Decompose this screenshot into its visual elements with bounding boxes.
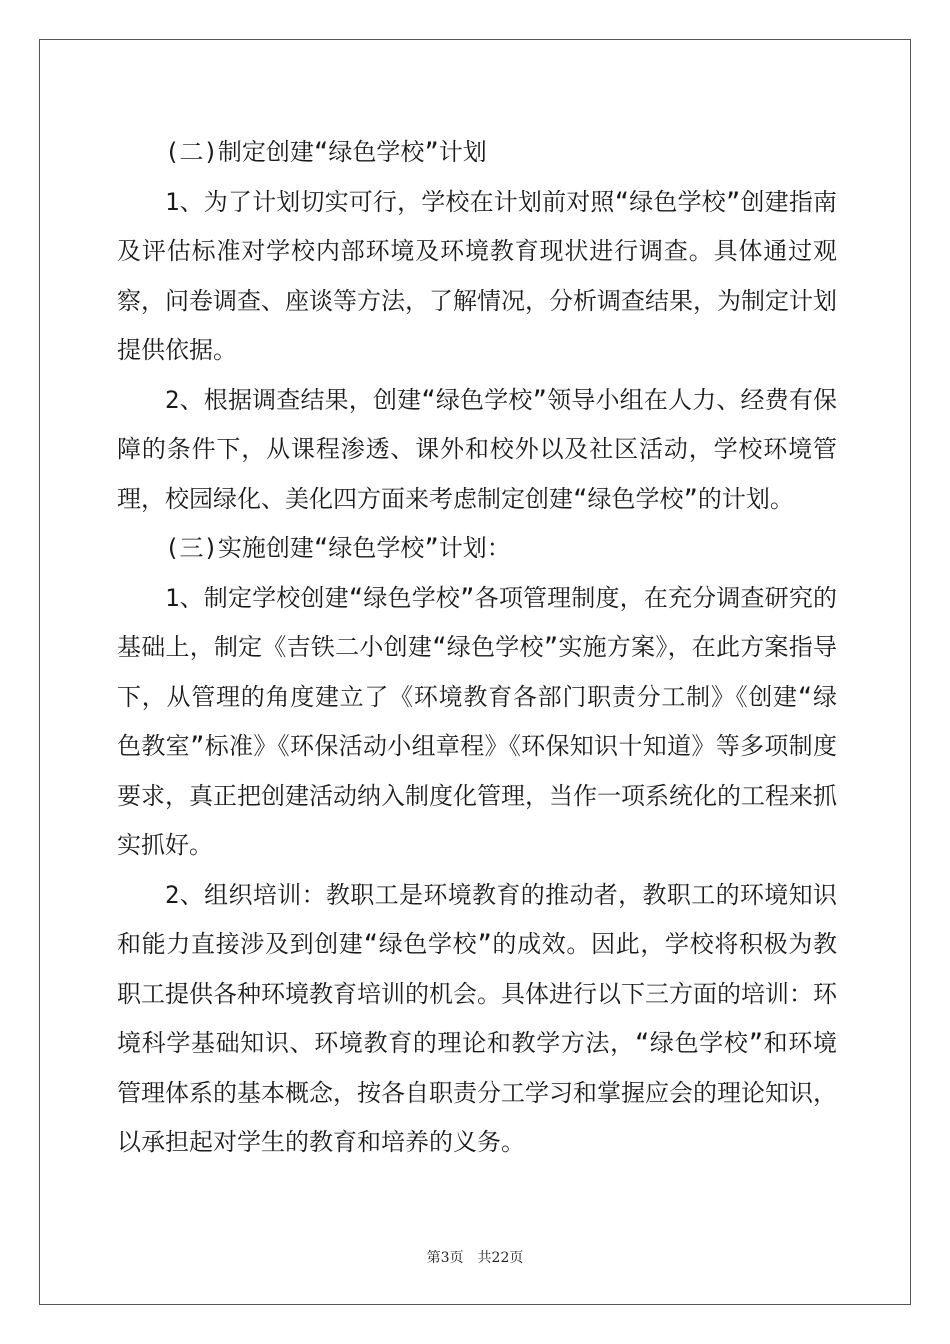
page-footer	[0, 1247, 950, 1267]
document-body	[117, 128, 837, 1168]
page-number: 第3页	[426, 1250, 464, 1266]
section-heading-3: (三)实施创建“绿色学校”计划：	[165, 534, 511, 562]
paragraph-management-system: 1、制定学校创建“绿色学校”各项管理制度，在充分调查研究的基础上，制定《吉铁二小创建“绿色学校”实施方案》，在此方案指导下，从管理的角度建立了《环境教育各部门职责分工制》《创建“绿色教室”标准》《环保活动小组章程》《环保知识十知道》等多项制度要求，真正把创建活动纳入制度化管理，当作一项系统化的工程来抓实抓好。	[117, 583, 837, 859]
paragraph-investigation: 1、为了计划切实可行，学校在计划前对照“绿色学校”创建指南及评估标准对学校内部环境及环境教育现状进行调查。具体通过观察，问卷调查、座谈等方法，了解情况，分析调查结果，为制定计划提供依据。	[117, 187, 837, 364]
page-total: 共22页	[477, 1250, 524, 1266]
section-heading-2: (二)制定创建“绿色学校”计划	[165, 138, 487, 166]
paragraph-plan: 2、根据调查结果，创建“绿色学校”领导小组在人力、经费有保障的条件下，从课程渗透、课外和校外以及社区活动，学校环境管理，校园绿化、美化四方面来考虑制定创建“绿色学校”的计划。	[117, 385, 837, 513]
paragraph-training: 2、组织培训：教职工是环境教育的推动者，教职工的环境知识和能力直接涉及到创建“绿色学校”的成效。因此，学校将积极为教职工提供各种环境教育培训的机会。具体进行以下三方面的培训：环境科学基础知识、环境教育的理论和教学方法，“绿色学校”和环境管理体系的基本概念，按各自职责分工学习和掌握应会的理论知识，以承担起对学生的教育和培养的义务。	[117, 880, 837, 1156]
